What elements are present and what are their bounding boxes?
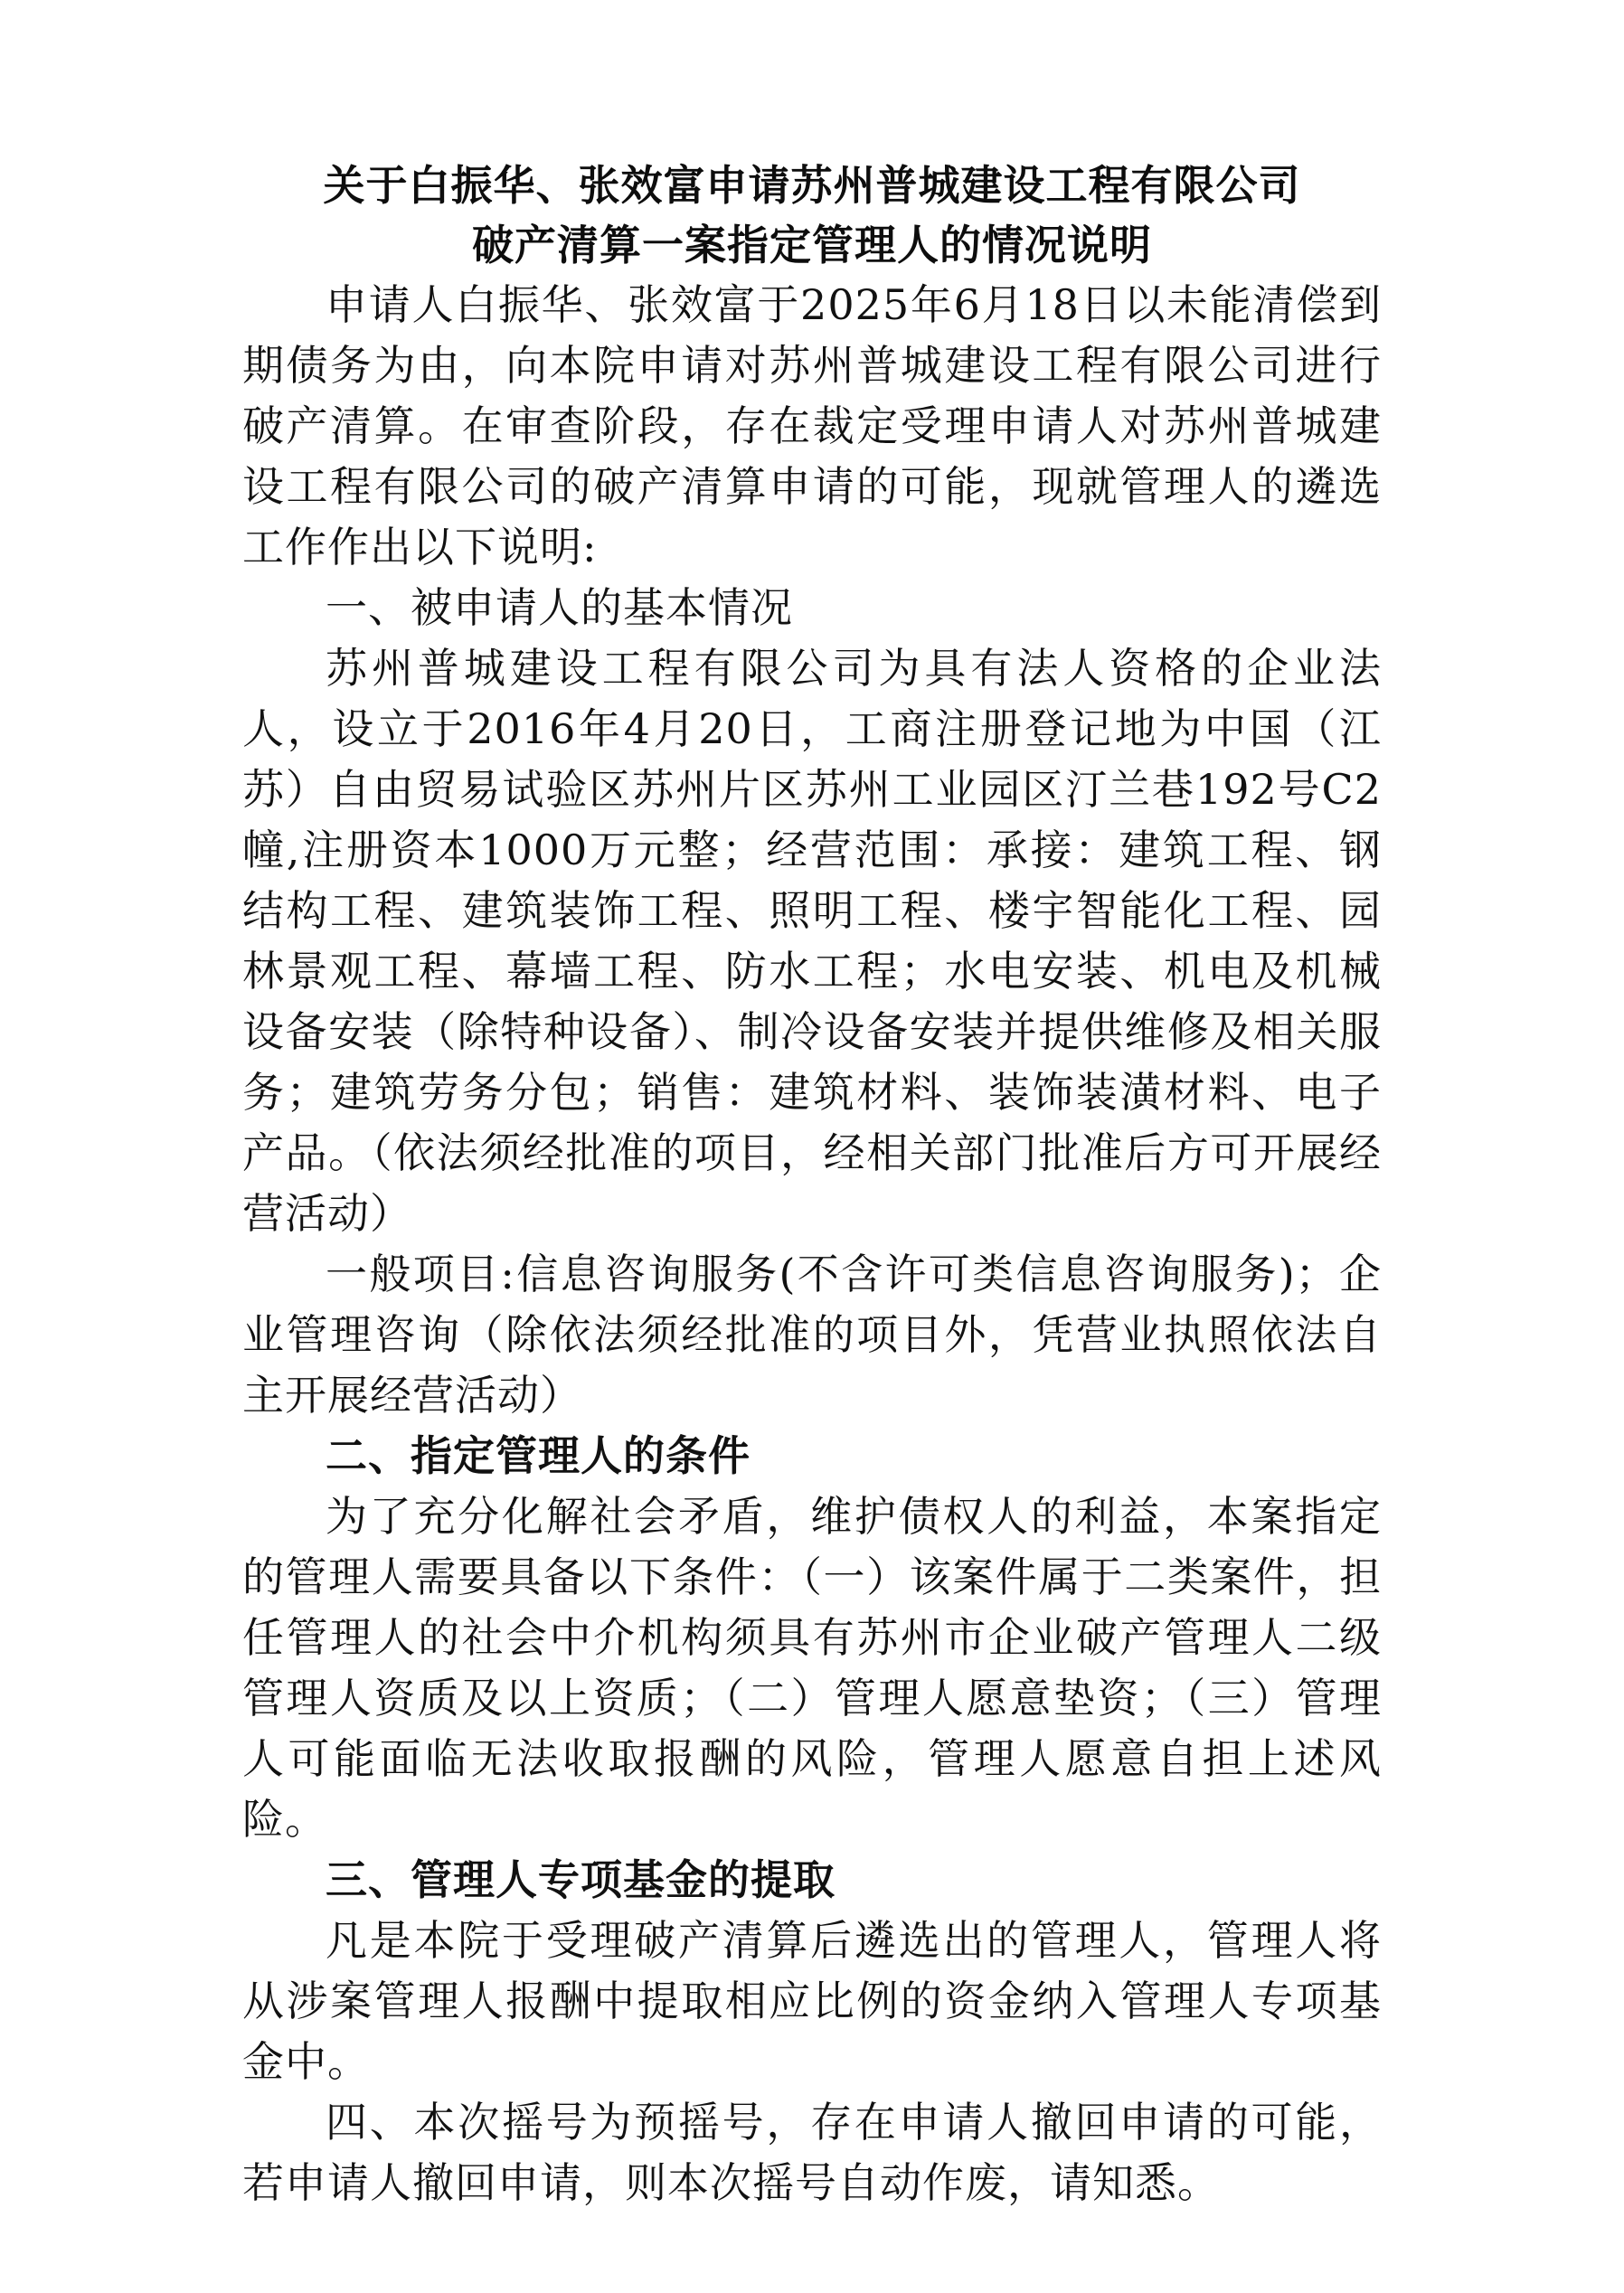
document-title — [242, 156, 1382, 275]
section-2-heading: 二、指定管理人的条件 — [326, 1431, 751, 1480]
document-body — [242, 156, 1382, 2213]
section-1-paragraph-2: 一般项目:信息咨询服务(不含许可类信息咨询服务)；企业管理咨询（除依法须经批准的项目外，凭营业执照依法自主开展经营活动） — [242, 1250, 1382, 1420]
section-1-heading: 一、被申请人的基本情况 — [326, 583, 793, 632]
title-line-2: 破产清算一案指定管理人的情况说明 — [472, 221, 1152, 269]
section-3-paragraph-1: 凡是本院于受理破产清算后遴选出的管理人，管理人将从涉案管理人报酬中提取相应比例的资金纳入管理人专项基金中。 — [242, 1916, 1382, 2086]
title-line-1: 关于白振华、张效富申请苏州普城建设工程有限公司 — [323, 161, 1301, 210]
section-4-paragraph-1: 四、本次摇号为预摇号，存在申请人撤回申请的可能，若申请人撤回申请，则本次摇号自动作废，请知悉。 — [242, 2098, 1382, 2207]
section-1-paragraph-1: 苏州普城建设工程有限公司为具有法人资格的企业法人，设立于2016年4月20日，工商注册登记地为中国（江苏）自由贸易试验区苏州片区苏州工业园区汀兰巷192号C2幢,注册资本1000万元整；经营范围：承接：建筑工程、钢结构工程、建筑装饰工程、照明工程、楼宇智能化工程、园林景观工程、幕墙工程、防水工程；水电安装、机电及机械设备安装（除特种设备）、制冷设备安装并提供维修及相关服务；建筑劳务分包；销售：建筑材料、装饰装潢材料、电子产品。（依法须经批准的项目，经相关部门批准后方可开展经营活动） — [242, 644, 1382, 1238]
section-3-heading: 三、管理人专项基金的提取 — [326, 1855, 836, 1904]
intro-paragraph: 申请人白振华、张效富于2025年6月18日以未能清偿到期债务为由，向本院申请对苏州普城建设工程有限公司进行破产清算。在审查阶段，存在裁定受理申请人对苏州普城建设工程有限公司的破产清算申请的可能，现就管理人的遴选工作作出以下说明: — [242, 280, 1382, 571]
section-2-paragraph-1: 为了充分化解社会矛盾，维护债权人的利益，本案指定的管理人需要具备以下条件：（一）该案件属于二类案件，担任管理人的社会中介机构须具有苏州市企业破产管理人二级管理人资质及以上资质；（二）管理人愿意垫资；（三）管理人可能面临无法收取报酬的风险，管理人愿意自担上述风险。 — [242, 1492, 1382, 1844]
